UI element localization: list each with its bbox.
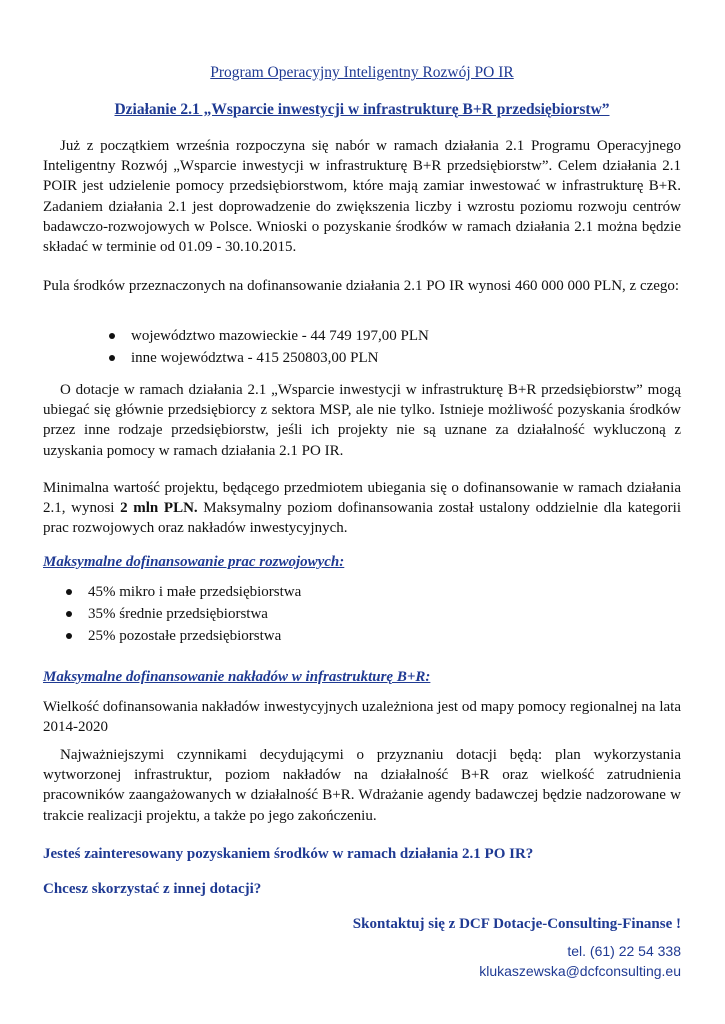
dev-funding-heading: Maksymalne dofinansowanie prac rozwojowych: (43, 554, 345, 570)
minimum-text-before: Minimalna wartość projektu, będącego przedmiotem ubiegania się o dofinansowanie w ramach działania 2.1, wynosi (43, 480, 681, 517)
list-item-text: 25% pozostałe przedsiębiorstwa (88, 628, 282, 644)
list-item-text: inne województwa - 415 250803,00 PLN (131, 350, 379, 366)
list-item (43, 347, 681, 369)
bullet-icon (66, 589, 72, 595)
bullet-icon (66, 633, 72, 639)
question-other-grant: Chcesz skorzystać z innej dotacji? (43, 881, 262, 897)
contact-phone: tel. (61) 22 54 338 (567, 943, 681, 959)
program-title: Program Operacyjny Inteligentny Rozwój PO IR (210, 64, 514, 81)
eligibility-paragraph: O dotacje w ramach działania 2.1 „Wsparcie inwestycji w infrastrukturę B+R przedsiębiorstw” mogą ubiegać się głównie przedsiębiorcy z sektora MSP, ale nie tylko. Istnieje możliwość pozyskania środków przez inne rodzaje przedsiębiorstw, jeśli ich projekty nie są uznane za działalność wykluczoną z uzyskania pomocy w ramach działania 2.1 PO IR. (43, 382, 681, 459)
list-item (43, 625, 681, 647)
minimum-amount: 2 mln PLN. (120, 500, 198, 517)
minimum-paragraph (43, 478, 681, 539)
contact-cta: Skontaktuj się z DCF Dotacje-Consulting-Finanse ! (352, 916, 681, 932)
dev-funding-list (43, 581, 681, 647)
budget-paragraph: Pula środków przeznaczonych na dofinansowanie działania 2.1 PO IR wynosi 460 000 000 PLN, z czego: (43, 278, 680, 294)
list-item-text: 35% średnie przedsiębiorstwa (88, 606, 268, 622)
bullet-icon (109, 355, 115, 361)
list-item (43, 581, 681, 603)
infra-funding-heading: Maksymalne dofinansowanie nakładów w infrastrukturę B+R: (43, 669, 431, 685)
intro-paragraph: Już z początkiem września rozpoczyna się nabór w ramach działania 2.1 Programu Operacyjnego Inteligentny Rozwój „Wsparcie inwestycji w infrastrukturę B+R przedsiębiorstw”. Celem działania 2.1 POIR jest udzielenie pomocy przedsiębiorstwom, które mają zamiar inwestować w infrastrukturę B+R. Zadaniem działania 2.1 jest doprowadzenie do zwiększenia liczby i wzrostu poziomu rozwoju centrów badawczo-rozwojowych w Polsce. Wnioski o pozyskanie środków w ramach działania 2.1 można będzie składać w terminie od 01.09 - 30.10.2015. (43, 138, 681, 256)
list-item (43, 603, 681, 625)
infra-paragraph-2: Najważniejszymi czynnikami decydującymi o przyznaniu dotacji będą: plan wykorzystania wytworzonej infrastruktur, poziom nakładów na działalność B+R oraz wielkość zatrudnienia pracowników zaangażowanych w działalność B+R. Wdrażanie agendy badawczej będzie nadzorowane w trakcie realizacji projektu, a także po jego zakończeniu. (43, 747, 681, 824)
bullet-icon (109, 333, 115, 339)
contact-email[interactable]: klukaszewska@dcfconsulting.eu (479, 963, 681, 979)
action-title: Działanie 2.1 „Wsparcie inwestycji w infrastrukturę B+R przedsiębiorstw” (114, 101, 610, 118)
infra-paragraph-1: Wielkość dofinansowania nakładów inwestycyjnych uzależniona jest od mapy pomocy regionalnej na lata 2014-2020 (43, 699, 681, 736)
list-item (43, 325, 681, 347)
list-item-text: 45% mikro i małe przedsiębiorstwa (88, 584, 302, 600)
minimum-text-after: Maksymalny poziom dofinansowania został ustalony oddzielnie dla kategorii prac rozwojowych oraz nakładów inwestycyjnych. (43, 500, 681, 537)
question-interested: Jesteś zainteresowany pozyskaniem środków w ramach działania 2.1 PO IR? (43, 846, 534, 862)
budget-list (43, 325, 681, 369)
list-item-text: województwo mazowieckie - 44 749 197,00 PLN (131, 328, 429, 344)
bullet-icon (66, 611, 72, 617)
